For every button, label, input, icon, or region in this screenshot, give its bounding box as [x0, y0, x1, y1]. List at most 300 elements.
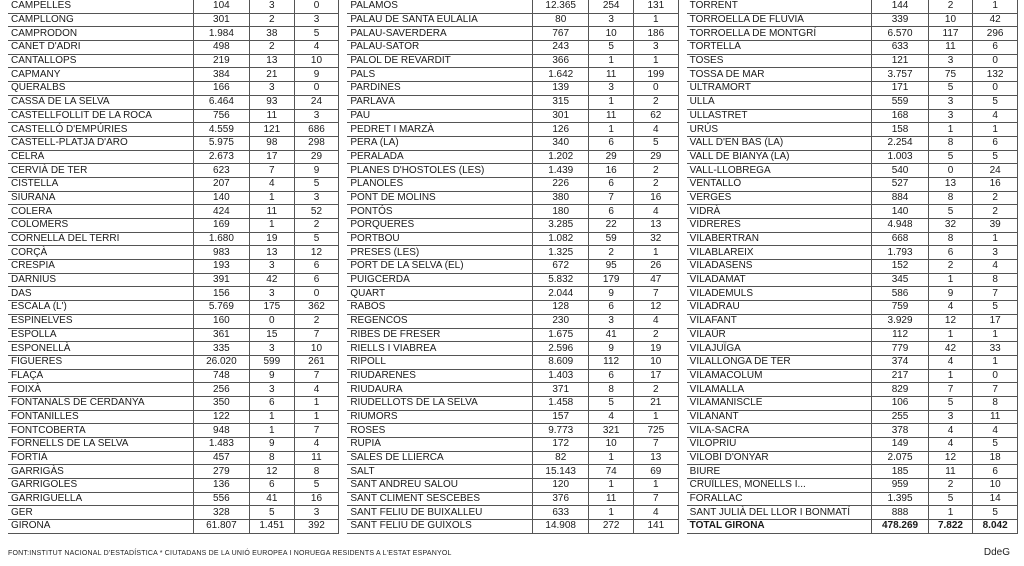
table-row	[8, 260, 339, 274]
value-cell: 1	[589, 54, 634, 68]
value-cell: 340	[533, 136, 589, 150]
table-row	[687, 41, 1018, 55]
municipality-name-cell: PEDRET I MARZÀ	[347, 123, 532, 137]
value-cell: 41	[250, 492, 295, 506]
table-row	[8, 465, 339, 479]
table-row	[8, 301, 339, 315]
value-cell: 17	[250, 150, 295, 164]
value-cell: 1	[973, 232, 1018, 246]
value-cell: 8	[294, 465, 339, 479]
table-row	[687, 109, 1018, 123]
value-cell: 556	[193, 492, 249, 506]
value-cell: 144	[872, 0, 928, 13]
table-row	[687, 82, 1018, 96]
municipality-name-cell: TORROELLA DE MONTGRÍ	[687, 27, 872, 41]
value-cell: 160	[193, 314, 249, 328]
value-cell: 4	[250, 177, 295, 191]
table-row	[8, 492, 339, 506]
value-cell: 42	[250, 273, 295, 287]
value-cell: 3	[250, 0, 295, 13]
value-cell: 19	[633, 342, 678, 356]
value-cell: 5	[633, 136, 678, 150]
municipality-name-cell: VIDRERES	[687, 219, 872, 233]
value-cell: 141	[633, 520, 678, 534]
table-row	[687, 383, 1018, 397]
value-cell: 193	[193, 260, 249, 274]
municipality-name-cell: TORROELLA DE FLUVIÀ	[687, 13, 872, 27]
value-cell: 1.984	[193, 27, 249, 41]
value-cell: 6	[589, 205, 634, 219]
value-cell: 1	[250, 410, 295, 424]
municipality-name-cell: DAS	[8, 287, 193, 301]
table-column-2	[347, 0, 678, 546]
value-cell: 4.559	[193, 123, 249, 137]
value-cell: 366	[533, 54, 589, 68]
municipality-name-cell: CORNELLÀ DEL TERRI	[8, 232, 193, 246]
value-cell: 11	[250, 109, 295, 123]
municipality-name-cell: CELRÀ	[8, 150, 193, 164]
municipality-name-cell: PALAU-SAVERDERA	[347, 27, 532, 41]
value-cell: 7	[633, 287, 678, 301]
municipality-table-1	[8, 0, 339, 534]
municipality-name-cell: VILAMACOLUM	[687, 369, 872, 383]
value-cell: 11	[250, 205, 295, 219]
value-cell: 9	[589, 342, 634, 356]
value-cell: 112	[589, 355, 634, 369]
municipality-name-cell: VERGES	[687, 191, 872, 205]
municipality-name-cell: VALL DE BIANYA (LA)	[687, 150, 872, 164]
value-cell: 15	[250, 328, 295, 342]
value-cell: 296	[973, 27, 1018, 41]
value-cell: 207	[193, 177, 249, 191]
value-cell: 6	[973, 465, 1018, 479]
data-table-page	[8, 0, 1018, 546]
value-cell: 95	[589, 260, 634, 274]
table-row	[8, 246, 339, 260]
municipality-name-cell: CASSÀ DE LA SELVA	[8, 95, 193, 109]
value-cell: 884	[872, 191, 928, 205]
value-cell: 13	[250, 246, 295, 260]
table-row	[8, 164, 339, 178]
value-cell: 5	[973, 438, 1018, 452]
credit-label: DdeG	[983, 547, 1010, 558]
value-cell: 1	[928, 123, 973, 137]
value-cell: 1.793	[872, 246, 928, 260]
table-row	[687, 232, 1018, 246]
table-row	[347, 177, 678, 191]
value-cell: 1	[589, 506, 634, 520]
municipality-name-cell: PALS	[347, 68, 532, 82]
municipality-name-cell: FORNELLS DE LA SELVA	[8, 438, 193, 452]
value-cell: 168	[872, 109, 928, 123]
value-cell: 384	[193, 68, 249, 82]
value-cell: 2	[973, 191, 1018, 205]
table-row	[8, 314, 339, 328]
value-cell: 668	[872, 232, 928, 246]
value-cell: 4	[294, 438, 339, 452]
municipality-name-cell: PERA (LA)	[347, 136, 532, 150]
table-row	[687, 68, 1018, 82]
table-row	[687, 342, 1018, 356]
value-cell: 39	[973, 219, 1018, 233]
table-row	[687, 396, 1018, 410]
table-column-1	[8, 0, 339, 546]
value-cell: 8	[928, 136, 973, 150]
municipality-name-cell: CISTELLA	[8, 177, 193, 191]
value-cell: 61.807	[193, 520, 249, 534]
value-cell: 4	[928, 355, 973, 369]
table-row	[8, 506, 339, 520]
value-cell: 1	[973, 355, 1018, 369]
value-cell: 5	[294, 479, 339, 493]
table-row	[347, 246, 678, 260]
value-cell: 0	[973, 54, 1018, 68]
value-cell: 11	[294, 451, 339, 465]
table-row	[8, 95, 339, 109]
table-row	[347, 109, 678, 123]
value-cell: 7.822	[928, 520, 973, 534]
value-cell: 1.483	[193, 438, 249, 452]
value-cell: 959	[872, 479, 928, 493]
value-cell: 6	[589, 369, 634, 383]
municipality-name-cell: VILALLONGA DE TER	[687, 355, 872, 369]
value-cell: 1	[589, 479, 634, 493]
municipality-name-cell: VILAJUÏGA	[687, 342, 872, 356]
municipality-name-cell: PALAMÓS	[347, 0, 532, 13]
municipality-name-cell: URÚS	[687, 123, 872, 137]
municipality-name-cell: CAPMANY	[8, 68, 193, 82]
table-row	[347, 438, 678, 452]
value-cell: 5	[589, 41, 634, 55]
municipality-name-cell: VALL-LLOBREGA	[687, 164, 872, 178]
value-cell: 0	[294, 0, 339, 13]
value-cell: 8	[589, 383, 634, 397]
table-row	[8, 479, 339, 493]
municipality-name-cell: QUERALBS	[8, 82, 193, 96]
value-cell: 158	[872, 123, 928, 137]
value-cell: 6	[250, 479, 295, 493]
value-cell: 3	[928, 54, 973, 68]
municipality-name-cell: ESPONELLÀ	[8, 342, 193, 356]
value-cell: 321	[589, 424, 634, 438]
value-cell: 1	[973, 328, 1018, 342]
value-cell: 2	[928, 479, 973, 493]
value-cell: 527	[872, 177, 928, 191]
value-cell: 4	[633, 506, 678, 520]
value-cell: 1.439	[533, 164, 589, 178]
value-cell: 16	[973, 177, 1018, 191]
municipality-name-cell: SANT JULIÀ DEL LLOR I BONMATÍ	[687, 506, 872, 520]
value-cell: 13	[633, 451, 678, 465]
value-cell: 829	[872, 383, 928, 397]
value-cell: 5	[928, 82, 973, 96]
municipality-name-cell: FORALLAC	[687, 492, 872, 506]
municipality-name-cell: FIGUERES	[8, 355, 193, 369]
value-cell: 10	[633, 355, 678, 369]
value-cell: 3	[294, 109, 339, 123]
value-cell: 3	[589, 82, 634, 96]
value-cell: 132	[973, 68, 1018, 82]
value-cell: 0	[973, 369, 1018, 383]
municipality-name-cell: CANET D'ADRI	[8, 41, 193, 55]
value-cell: 1	[633, 246, 678, 260]
value-cell: 0	[294, 287, 339, 301]
municipality-name-cell: VILADAMAT	[687, 273, 872, 287]
table-row	[687, 314, 1018, 328]
value-cell: 29	[589, 150, 634, 164]
value-cell: 12	[294, 246, 339, 260]
table-row	[687, 506, 1018, 520]
municipality-name-cell: FONTANILLES	[8, 410, 193, 424]
table-row	[347, 410, 678, 424]
municipality-name-cell: VILADRAU	[687, 301, 872, 315]
value-cell: 121	[872, 54, 928, 68]
municipality-name-cell: VILABERTRAN	[687, 232, 872, 246]
value-cell: 2	[633, 95, 678, 109]
table-row	[687, 136, 1018, 150]
value-cell: 748	[193, 369, 249, 383]
table-row	[8, 383, 339, 397]
municipality-name-cell: VILAÜR	[687, 328, 872, 342]
municipality-name-cell: VENTALLÓ	[687, 177, 872, 191]
value-cell: 6	[973, 136, 1018, 150]
value-cell: 9	[250, 438, 295, 452]
table-row	[347, 150, 678, 164]
table-row	[687, 287, 1018, 301]
municipality-name-cell: PARLAVÀ	[347, 95, 532, 109]
table-row	[687, 219, 1018, 233]
table-column-3	[687, 0, 1018, 546]
value-cell: 7	[973, 287, 1018, 301]
value-cell: 26	[633, 260, 678, 274]
value-cell: 3.929	[872, 314, 928, 328]
value-cell: 3.757	[872, 68, 928, 82]
value-cell: 623	[193, 164, 249, 178]
value-cell: 243	[533, 41, 589, 55]
value-cell: 756	[193, 109, 249, 123]
value-cell: 371	[533, 383, 589, 397]
value-cell: 10	[973, 479, 1018, 493]
value-cell: 179	[589, 273, 634, 287]
table-row	[8, 205, 339, 219]
table-row	[687, 328, 1018, 342]
value-cell: 7	[589, 191, 634, 205]
municipality-name-cell: TORRENT	[687, 0, 872, 13]
value-cell: 9.773	[533, 424, 589, 438]
municipality-name-cell: SIURANA	[8, 191, 193, 205]
value-cell: 8	[250, 451, 295, 465]
value-cell: 298	[294, 136, 339, 150]
value-cell: 26.020	[193, 355, 249, 369]
table-row	[8, 273, 339, 287]
value-cell: 7	[973, 383, 1018, 397]
value-cell: 82	[533, 451, 589, 465]
value-cell: 4.948	[872, 219, 928, 233]
value-cell: 376	[533, 492, 589, 506]
value-cell: 32	[928, 219, 973, 233]
municipality-name-cell: CAMPRODON	[8, 27, 193, 41]
value-cell: 4	[928, 438, 973, 452]
municipality-name-cell: RIUDARENES	[347, 369, 532, 383]
value-cell: 3	[928, 109, 973, 123]
table-row	[347, 54, 678, 68]
value-cell: 230	[533, 314, 589, 328]
municipality-name-cell: VILADEMULS	[687, 287, 872, 301]
value-cell: 1	[928, 273, 973, 287]
value-cell: 9	[589, 287, 634, 301]
table-row	[8, 438, 339, 452]
municipality-name-cell: ROSES	[347, 424, 532, 438]
value-cell: 478.269	[872, 520, 928, 534]
table-row	[347, 520, 678, 534]
value-cell: 1	[633, 410, 678, 424]
value-cell: 1.403	[533, 369, 589, 383]
municipality-name-cell: COLERA	[8, 205, 193, 219]
table-row	[687, 164, 1018, 178]
municipality-name-cell: DARNIUS	[8, 273, 193, 287]
value-cell: 4	[928, 301, 973, 315]
table-row	[687, 191, 1018, 205]
table-row	[8, 355, 339, 369]
value-cell: 7	[294, 328, 339, 342]
value-cell: 3	[294, 506, 339, 520]
municipality-name-cell: GER	[8, 506, 193, 520]
table-row	[347, 123, 678, 137]
table-row	[347, 219, 678, 233]
table-row	[347, 191, 678, 205]
value-cell: 22	[589, 219, 634, 233]
value-cell: 38	[250, 27, 295, 41]
municipality-name-cell: CERVIÀ DE TER	[8, 164, 193, 178]
municipality-name-cell: RIBES DE FRESER	[347, 328, 532, 342]
value-cell: 9	[928, 287, 973, 301]
value-cell: 5	[928, 492, 973, 506]
table-row	[8, 41, 339, 55]
table-row	[347, 232, 678, 246]
table-row	[687, 0, 1018, 13]
value-cell: 11	[928, 41, 973, 55]
table-row	[8, 27, 339, 41]
value-cell: 3	[250, 287, 295, 301]
value-cell: 199	[633, 68, 678, 82]
municipality-name-cell: GARRIGÀS	[8, 465, 193, 479]
table-row	[8, 328, 339, 342]
table-row	[347, 465, 678, 479]
value-cell: 217	[872, 369, 928, 383]
value-cell: 169	[193, 219, 249, 233]
value-cell: 1	[973, 123, 1018, 137]
value-cell: 5.975	[193, 136, 249, 150]
municipality-name-cell: CAMPELLES	[8, 0, 193, 13]
table-row	[347, 13, 678, 27]
value-cell: 261	[294, 355, 339, 369]
value-cell: 6	[294, 260, 339, 274]
value-cell: 272	[589, 520, 634, 534]
value-cell: 1.675	[533, 328, 589, 342]
municipality-name-cell: RIUMORS	[347, 410, 532, 424]
value-cell: 13	[928, 177, 973, 191]
value-cell: 62	[633, 109, 678, 123]
table-row	[347, 273, 678, 287]
value-cell: 180	[533, 205, 589, 219]
value-cell: 301	[533, 109, 589, 123]
value-cell: 120	[533, 479, 589, 493]
value-cell: 7	[294, 369, 339, 383]
value-cell: 339	[872, 13, 928, 27]
table-row	[8, 424, 339, 438]
value-cell: 254	[589, 0, 634, 13]
municipality-name-cell: ESCALA (L')	[8, 301, 193, 315]
value-cell: 457	[193, 451, 249, 465]
municipality-name-cell: CAMPLLONG	[8, 13, 193, 27]
value-cell: 106	[872, 396, 928, 410]
municipality-name-cell: CRUÏLLES, MONELLS I...	[687, 479, 872, 493]
value-cell: 3	[589, 314, 634, 328]
municipality-name-cell: VILOBÍ D'ONYAR	[687, 451, 872, 465]
value-cell: 2	[633, 383, 678, 397]
table-row	[687, 424, 1018, 438]
value-cell: 42	[973, 13, 1018, 27]
value-cell: 4	[294, 383, 339, 397]
value-cell: 5	[294, 27, 339, 41]
municipality-name-cell: CASTELL-PLATJA D'ARO	[8, 136, 193, 150]
table-row	[8, 191, 339, 205]
value-cell: 149	[872, 438, 928, 452]
value-cell: 1.458	[533, 396, 589, 410]
municipality-name-cell: PUIGCERDÀ	[347, 273, 532, 287]
table-row	[687, 273, 1018, 287]
value-cell: 5	[973, 301, 1018, 315]
table-row	[347, 355, 678, 369]
value-cell: 5	[294, 177, 339, 191]
value-cell: 2.596	[533, 342, 589, 356]
value-cell: 59	[589, 232, 634, 246]
table-row	[347, 301, 678, 315]
value-cell: 21	[633, 396, 678, 410]
value-cell: 6	[589, 136, 634, 150]
municipality-name-cell: VIDRÀ	[687, 205, 872, 219]
value-cell: 7	[294, 424, 339, 438]
table-row	[8, 109, 339, 123]
table-row	[8, 136, 339, 150]
value-cell: 1	[633, 479, 678, 493]
value-cell: 3	[589, 13, 634, 27]
municipality-name-cell: CRESPIÀ	[8, 260, 193, 274]
value-cell: 140	[872, 205, 928, 219]
value-cell: 4	[633, 314, 678, 328]
value-cell: 10	[294, 342, 339, 356]
value-cell: 7	[250, 164, 295, 178]
value-cell: 3	[250, 342, 295, 356]
value-cell: 1	[928, 369, 973, 383]
value-cell: 0	[294, 82, 339, 96]
value-cell: 4	[589, 410, 634, 424]
table-row	[347, 369, 678, 383]
value-cell: 3	[973, 246, 1018, 260]
value-cell: 328	[193, 506, 249, 520]
municipality-table-2	[347, 0, 678, 534]
value-cell: 279	[193, 465, 249, 479]
table-row	[687, 260, 1018, 274]
value-cell: 139	[533, 82, 589, 96]
value-cell: 7	[633, 492, 678, 506]
value-cell: 126	[533, 123, 589, 137]
value-cell: 4	[973, 260, 1018, 274]
municipality-name-cell: RIUDAURA	[347, 383, 532, 397]
value-cell: 80	[533, 13, 589, 27]
municipality-name-cell: VILAFANT	[687, 314, 872, 328]
municipality-name-cell: VILA-SACRA	[687, 424, 872, 438]
